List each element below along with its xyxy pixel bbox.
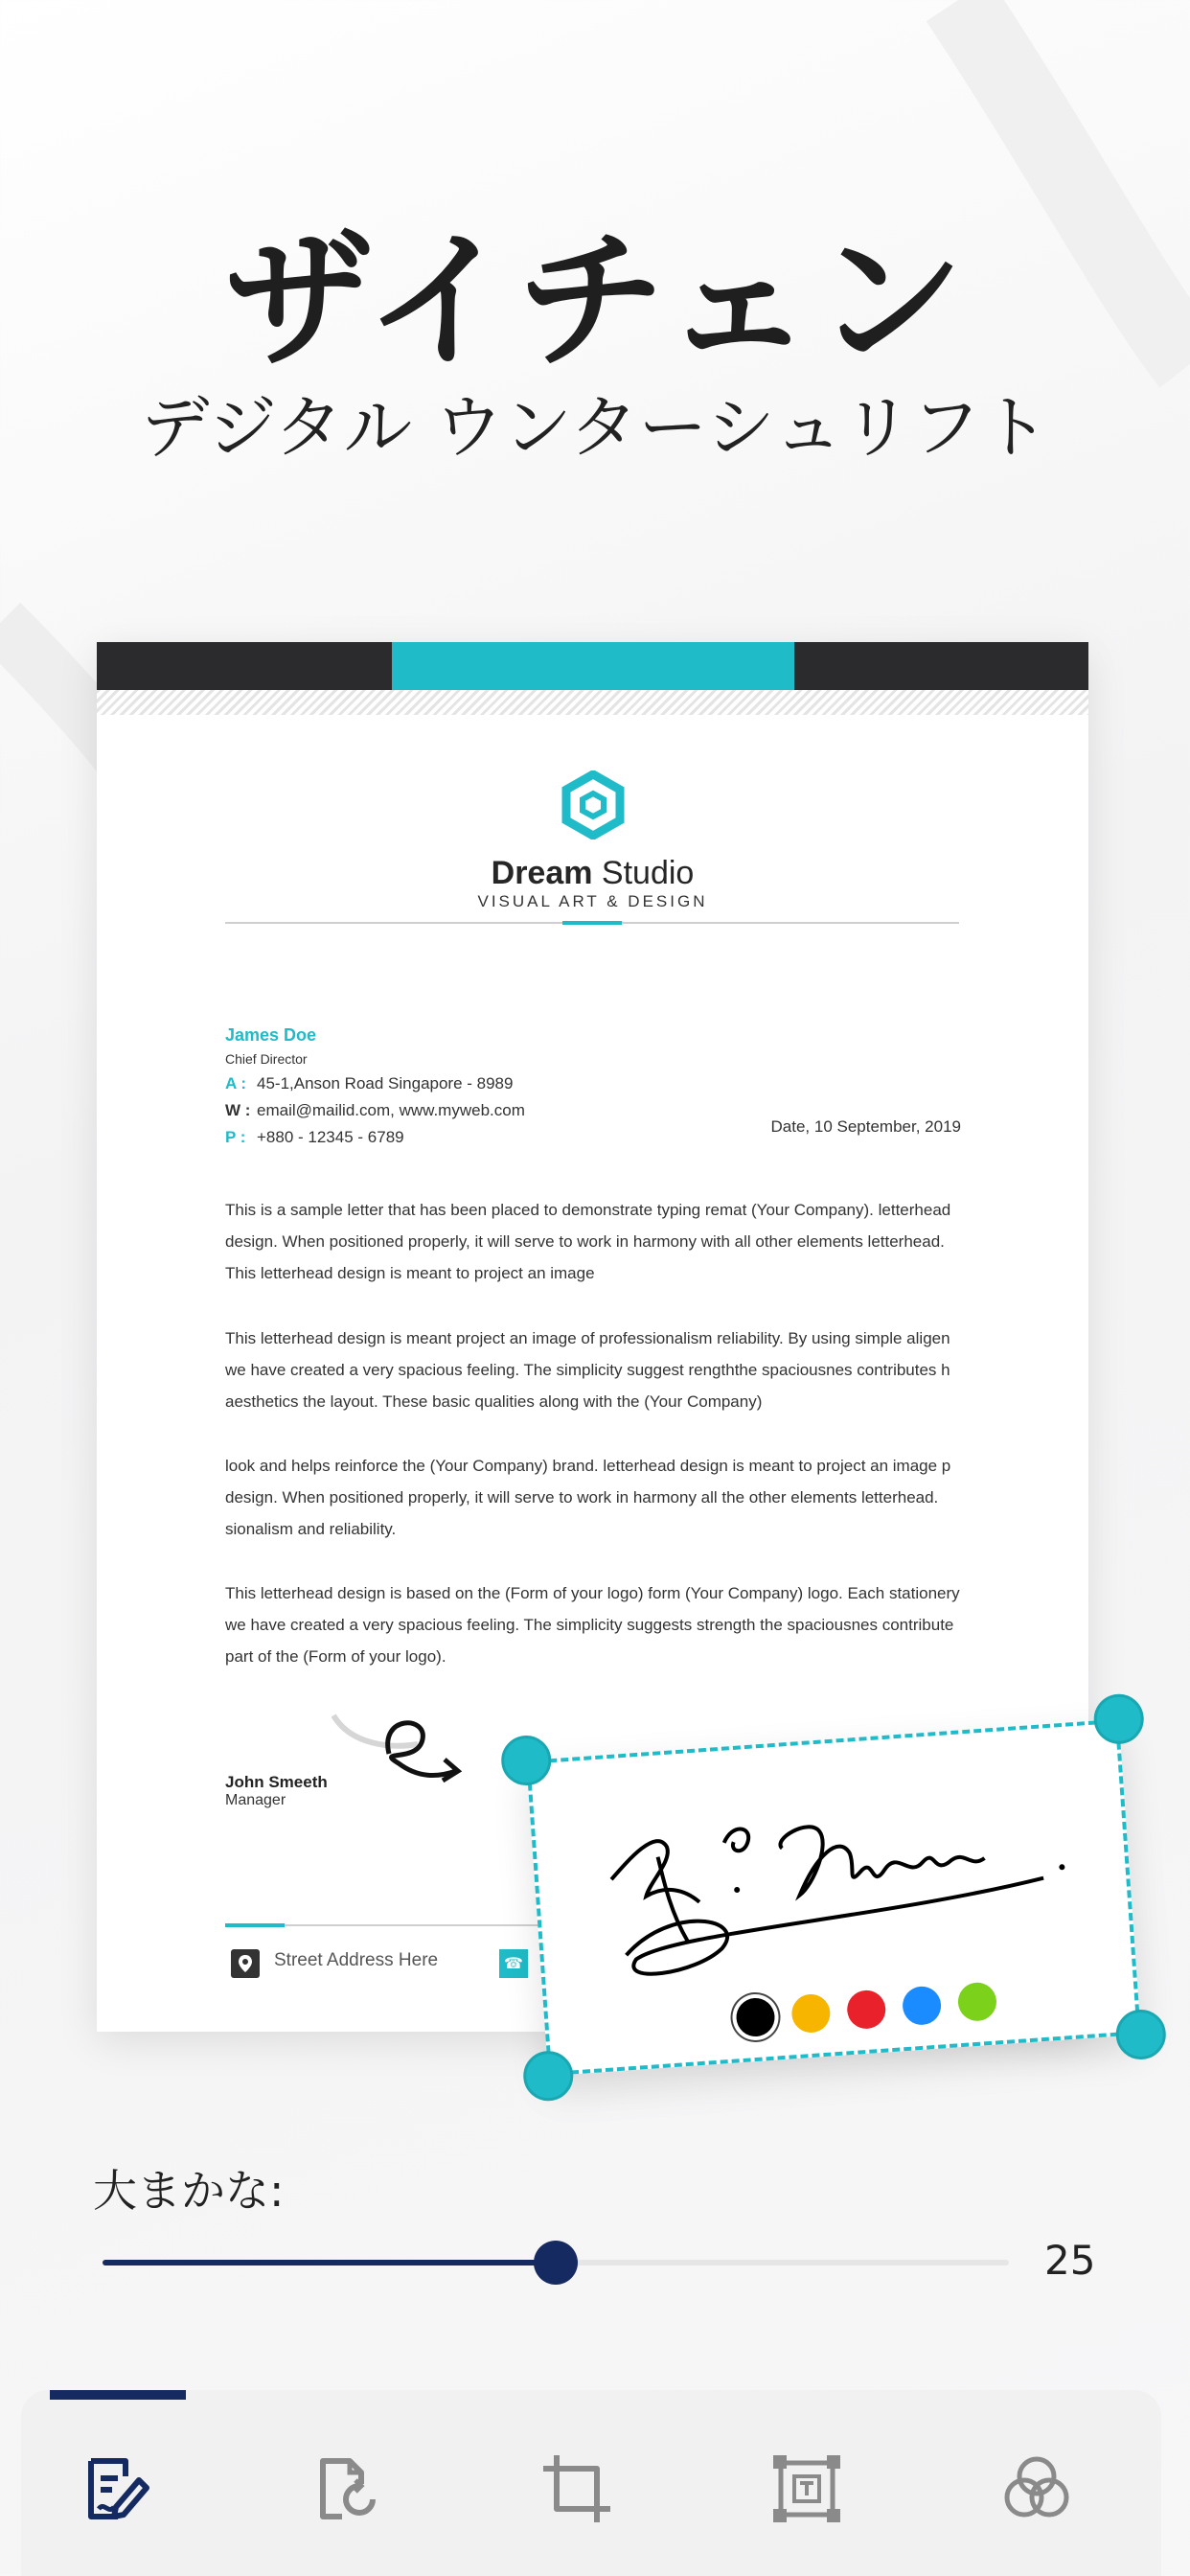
size-label: 大まかな:	[93, 2165, 285, 2217]
swatch-yellow[interactable]	[790, 1993, 832, 2035]
letterhead-hatch	[97, 690, 1088, 715]
tool-color-filter[interactable]	[996, 2449, 1077, 2529]
sender-phone	[225, 1128, 525, 1147]
closing-role: Manager	[225, 1792, 286, 1808]
footer-address: Street Address Here	[274, 1950, 439, 1970]
size-slider-thumb[interactable]	[534, 2241, 578, 2285]
brand-name	[97, 855, 1088, 892]
sender-block	[225, 1025, 525, 1147]
replace-file-icon	[309, 2451, 384, 2526]
page-subtitle: デジタル ウンターシュリフト	[140, 387, 1050, 468]
size-value: 25	[1044, 2237, 1096, 2284]
web-key: W :	[225, 1101, 251, 1119]
closing-block	[225, 1773, 328, 1809]
text-box-icon	[769, 2451, 844, 2526]
tool-replace-file[interactable]	[307, 2449, 387, 2529]
letter-paragraph: This letterhead design is meant project an image of professionalism reliability. By using simple aligen we have created a very spacious feeling. The simplicity suggest rengththe spaciousnes contributes h aesthetics the layout. These basic qualities along with the (Your Company)	[225, 1329, 950, 1411]
closing-name: John Smeeth	[225, 1773, 328, 1791]
swatch-blue[interactable]	[902, 1986, 943, 2027]
sender-name: James Doe	[225, 1025, 317, 1045]
active-tool-indicator	[50, 2390, 186, 2400]
page-title: ザイチェン	[223, 214, 967, 388]
letter-paragraph: look and helps reinforce the (Your Company) brand. letterhead design is meant to project an image p design. When positioned properly, it will serve to work in harmony all the other elements letterhead. sionalism and reliability.	[225, 1457, 951, 1538]
signature-arrow-icon	[332, 1706, 475, 1792]
crop-icon	[539, 2451, 614, 2526]
header-divider-accent	[562, 921, 622, 925]
phone-key: P :	[225, 1128, 246, 1146]
brand-logo	[97, 770, 1088, 911]
brand-tagline: VISUAL ART & DESIGN	[477, 892, 708, 910]
color-filter-icon	[999, 2451, 1074, 2526]
letter-date: Date, 10 September, 2019	[770, 1117, 961, 1136]
letter-paragraph: This letterhead design is based on the (Form of your logo) form (Your Company) logo. Each stationery we have created a very spacious feeling. The simplicity suggests strength the spaciousnes contribute part of the (Form of your logo).	[225, 1584, 960, 1666]
letterhead-bar-accent	[392, 642, 794, 690]
signature-card[interactable]	[526, 1719, 1141, 2076]
phone-value: +880 - 12345 - 6789	[257, 1128, 404, 1146]
brand-name-strong: Dream	[491, 855, 593, 891]
footer-divider-accent	[225, 1923, 285, 1927]
sender-web	[225, 1101, 525, 1120]
phone-icon: ☎	[499, 1949, 528, 1978]
sender-address	[225, 1074, 525, 1093]
tool-text-box[interactable]	[767, 2449, 847, 2529]
web-value: email@mailid.com, www.myweb.com	[257, 1101, 525, 1119]
tool-edit-document[interactable]	[77, 2449, 157, 2529]
handwritten-signature	[586, 1760, 1097, 1986]
sender-role: Chief Director	[225, 1051, 308, 1067]
swatch-black[interactable]	[735, 1997, 776, 2038]
letter-paragraph: This is a sample letter that has been placed to demonstrate typing remat (Your Company). letterhead design. When positioned properly, it will serve to work in harmony with all other elements letterhead. This letterhead design is meant to project an image	[225, 1201, 951, 1282]
swatch-red[interactable]	[846, 1990, 887, 2031]
swatch-green[interactable]	[957, 1981, 998, 2022]
size-slider-fill	[103, 2260, 556, 2266]
location-pin-icon	[231, 1949, 260, 1978]
brand-name-light: Studio	[592, 855, 695, 891]
edit-document-icon	[80, 2451, 154, 2526]
hexagon-logo-icon	[559, 770, 628, 840]
address-key: A :	[225, 1074, 247, 1092]
address-value: 45-1,Anson Road Singapore - 8989	[257, 1074, 514, 1092]
tool-crop[interactable]	[537, 2449, 617, 2529]
